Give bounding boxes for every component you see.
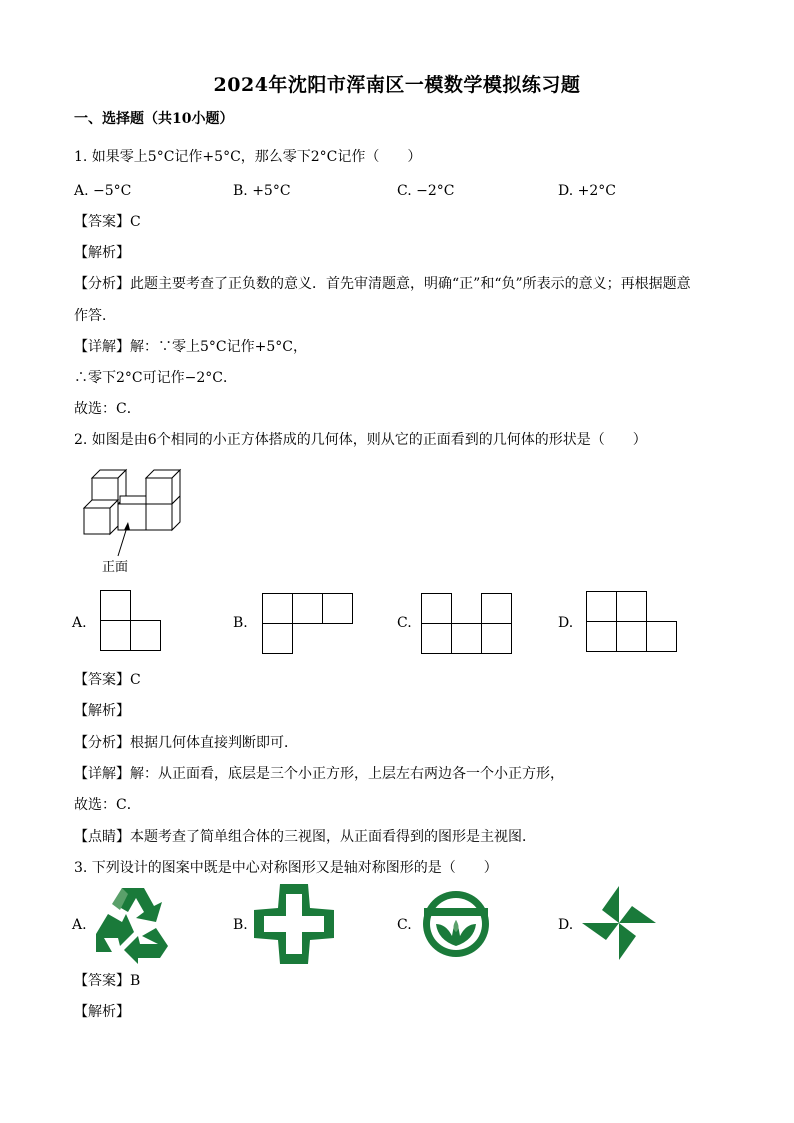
q2-option-d-letter: D. bbox=[558, 615, 574, 631]
green-food-icon bbox=[420, 884, 492, 964]
q3-option-d-letter: D. bbox=[558, 917, 574, 933]
q1-step: ∴零下2°C可记作−2°C． bbox=[74, 370, 237, 386]
q1-jiexi-label: 【解析】 bbox=[74, 245, 130, 261]
q2-stem: 2. 如图是由6个相同的小正方体搭成的几何体，则从它的正面看到的几何体的形状是（ ） bbox=[74, 432, 647, 448]
q2-option-b-figure bbox=[262, 593, 354, 655]
front-label: 正面 bbox=[102, 560, 129, 575]
page-title: 2024年沈阳市浑南区一模数学模拟练习题 bbox=[213, 74, 581, 96]
q1-guxuan: 故选：C． bbox=[74, 401, 141, 417]
q1-option-b: B. +5°C bbox=[233, 183, 291, 199]
q2-fenxi: 【分析】根据几何体直接判断即可． bbox=[74, 735, 298, 751]
q1-option-d: D. +2°C bbox=[558, 183, 616, 199]
cross-icon bbox=[252, 882, 336, 966]
q3-option-a-letter: A. bbox=[72, 917, 87, 933]
pinwheel-icon bbox=[580, 884, 658, 962]
q2-answer: 【答案】C bbox=[74, 672, 141, 688]
section-heading: 一、选择题（共10小题） bbox=[74, 111, 234, 127]
q1-xiangjie: 【详解】解：∵零上5°C记作+5°C， bbox=[74, 339, 307, 355]
q1-option-c: C. −2°C bbox=[397, 183, 455, 199]
q1-fenxi-line1: 【分析】此题主要考查了正负数的意义．首先审清题意，明确“正”和“负”所表示的意义；再根据题意 bbox=[74, 276, 691, 292]
q2-guxuan: 故选：C． bbox=[74, 797, 141, 813]
q2-option-c-figure bbox=[421, 593, 513, 655]
q3-jiexi-label: 【解析】 bbox=[74, 1004, 130, 1020]
q3-option-b-letter: B. bbox=[233, 917, 248, 933]
q2-option-c-letter: C. bbox=[397, 615, 412, 631]
q2-option-d-figure bbox=[586, 591, 678, 653]
q2-option-a-figure bbox=[100, 590, 162, 652]
q3-option-c-letter: C. bbox=[397, 917, 412, 933]
q1-answer: 【答案】C bbox=[74, 214, 141, 230]
q3-answer: 【答案】B bbox=[74, 973, 141, 989]
q2-dianjing: 【点睛】本题考查了简单组合体的三视图，从正面看得到的图形是主视图． bbox=[74, 829, 536, 845]
q2-option-b-letter: B. bbox=[233, 615, 248, 631]
q1-stem: 1. 如果零上5°C记作+5°C，那么零下2°C记作（ ） bbox=[74, 149, 422, 165]
q2-option-a-letter: A. bbox=[72, 615, 87, 631]
q2-jiexi-label: 【解析】 bbox=[74, 703, 130, 719]
q1-fenxi-line2: 作答． bbox=[74, 308, 116, 324]
front-arrow bbox=[110, 520, 140, 560]
q2-xiangjie: 【详解】解：从正面看，底层是三个小正方形，上层左右两边各一个小正方形， bbox=[74, 766, 564, 782]
q1-option-a: A. −5°C bbox=[74, 183, 132, 199]
recycle-icon bbox=[92, 884, 174, 960]
q3-stem: 3. 下列设计的图案中既是中心对称图形又是轴对称图形的是（ ） bbox=[74, 860, 498, 876]
